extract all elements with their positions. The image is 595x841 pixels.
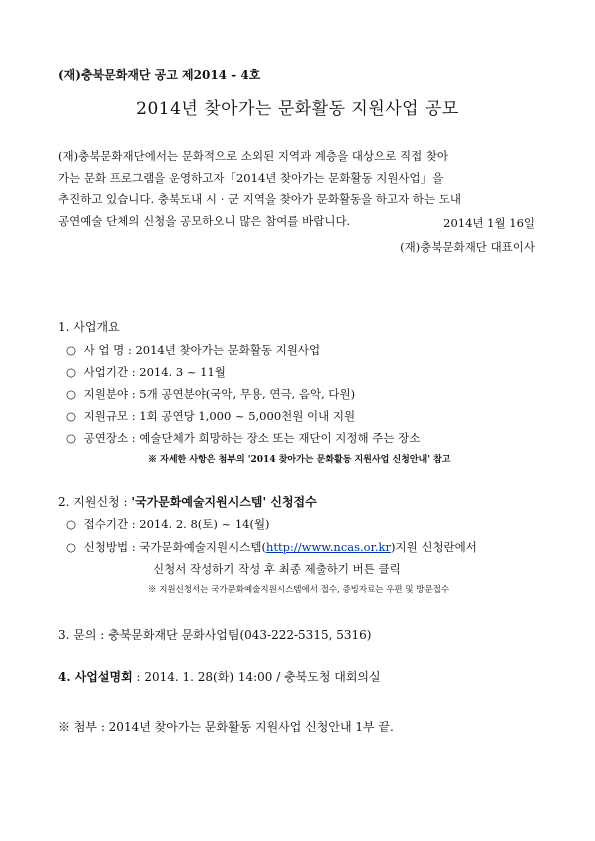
section-4-briefing — [58, 668, 381, 685]
bullet-icon: ○ — [66, 409, 77, 423]
intro-line: 가는 문화 프로그램을 운영하고자「2014년 찾아가는 문화활동 지원사업」을 — [58, 170, 444, 185]
section-2-title: '국가문화예술지원시스템' 신청접수 — [131, 495, 317, 509]
section-4-heading: 4. 사업설명회 — [58, 670, 133, 684]
item-label: 접수기간 : — [83, 517, 136, 531]
item-value: 2014년 찾아가는 문화활동 지원사업 — [135, 343, 321, 357]
notice-date: 2014년 1월 16일 — [443, 216, 535, 230]
section-2-note: ※ 지원신청서는 국가문화예술지원시스템에서 접수, 증빙자료는 우편 및 방문접수 — [148, 585, 450, 595]
intro-line: 공연예술 단체의 신청을 공모하오니 많은 참여를 바랍니다. — [58, 213, 351, 228]
intro-line: (재)충북문화재단에서는 문화적으로 소외된 지역과 계층을 대상으로 직접 찾아 — [58, 149, 449, 163]
item-label: 공연장소 : — [83, 431, 136, 445]
section-2-heading — [58, 493, 317, 510]
bullet-icon: ○ — [66, 387, 77, 401]
section-4-text: : 2014. 1. 28(화) 14:00 / 충북도청 대회의실 — [132, 670, 381, 684]
item-value: 2014. 3 ~ 11월 — [139, 365, 226, 379]
item-value: 5개 공연분야(국악, 무용, 연극, 음악, 다원) — [139, 387, 356, 401]
item-label: 지원분야 : — [83, 387, 136, 401]
bullet-icon: ○ — [66, 540, 77, 554]
item-value: )지원 신청란에서 — [390, 540, 477, 554]
issuer-name: (재)충북문화재단 대표이사 — [400, 240, 535, 254]
item-value: 예술단체가 희망하는 장소 또는 재단이 지정해 주는 장소 — [139, 431, 421, 445]
section-3-contact: 3. 문의 : 충북문화재단 문화사업팀(043-222-5315, 5316) — [58, 628, 372, 642]
section-1-note: ※ 자세한 사항은 첨부의 '2014 찾아가는 문화활동 지원사업 신청안내' 참고 — [148, 455, 451, 465]
notice-number: (재)충북문화재단 공고 제2014 - 4호 — [58, 68, 261, 82]
list-item — [66, 539, 477, 555]
bullet-icon: ○ — [66, 431, 77, 445]
item-label: 지원규모 : — [83, 409, 136, 423]
list-item — [66, 516, 270, 532]
method-continuation: 신청서 작성하기 작성 후 최종 제출하기 버튼 클릭 — [153, 562, 401, 576]
item-label: 신청방법 : — [83, 540, 136, 554]
ncas-link[interactable]: http://www.ncas.or.kr — [265, 540, 391, 554]
document-title: 2014년 찾아가는 문화활동 지원사업 공모 — [136, 99, 459, 119]
item-label: 사업기간 : — [83, 365, 136, 379]
item-label: 사 업 명 : — [83, 343, 132, 357]
attachment-line: ※ 첨부 : 2014년 찾아가는 문화활동 지원사업 신청안내 1부 끝. — [58, 720, 394, 734]
section-1-heading: 1. 사업개요 — [58, 320, 120, 334]
item-value: 2014. 2. 8(토) ~ 14(월) — [139, 517, 270, 531]
item-value: 국가문화예술지원시스템( — [139, 540, 266, 554]
section-2-prefix: 2. 지원신청 : — [58, 495, 128, 509]
list-item — [66, 342, 320, 358]
list-item — [66, 408, 355, 424]
bullet-icon: ○ — [66, 343, 77, 357]
list-item — [66, 430, 420, 446]
bullet-icon: ○ — [66, 517, 77, 531]
bullet-icon: ○ — [66, 365, 77, 379]
item-value: 1회 공연당 1,000 ~ 5,000천원 이내 지원 — [139, 409, 356, 423]
list-item — [66, 386, 355, 402]
list-item — [66, 364, 226, 380]
intro-line: 추진하고 있습니다. 충북도내 시 · 군 지역을 찾아가 문화활동을 하고자 하는 도내 — [58, 192, 462, 206]
